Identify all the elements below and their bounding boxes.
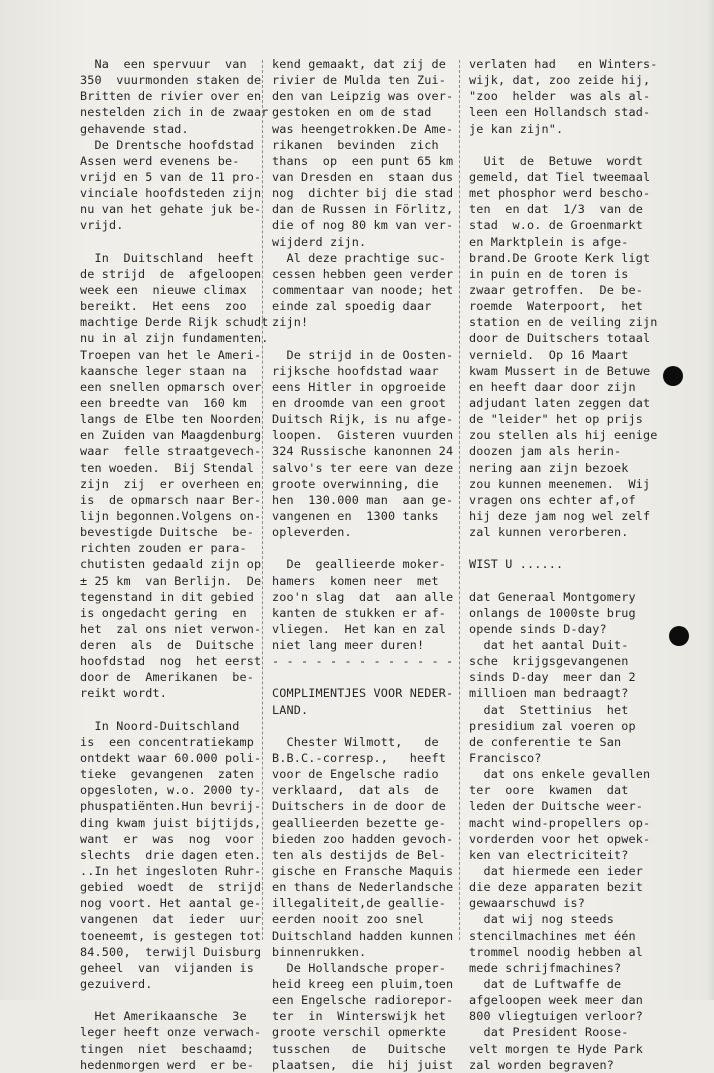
text-line: in puin en de toren is <box>469 266 629 281</box>
text-line: en Marktplein is afge- <box>469 234 629 249</box>
text-line: week een nieuwe climax <box>80 282 247 297</box>
text-line: trommel noodig hebben al <box>469 944 644 959</box>
text-line: de "leider" het op prijs <box>469 412 644 427</box>
text-line: want er was nog voor <box>80 831 255 846</box>
column-separator-dashed <box>262 60 263 940</box>
text-line: rivier de Mulda ten Zui- <box>272 73 447 88</box>
text-line: zwaar getroffen. De be- <box>469 282 644 297</box>
text-line: bieden zoo hadden gevoch- <box>272 831 454 846</box>
text-line: hedenmorgen werd er be- <box>80 1057 255 1072</box>
text-line: eerden nooit zoo snel <box>272 912 425 927</box>
text-line: brand.De Groote Kerk ligt <box>469 250 651 265</box>
text-line: vinciale hoofdsteden zijn <box>80 186 262 201</box>
text-line: machtige Derde Rijk schudt <box>80 315 269 330</box>
text-line: rijksche hoofdstad waar <box>272 363 439 378</box>
text-line: wijk, dat, zoo zeide hij, <box>469 73 651 88</box>
text-line: geallieerden bezette ge- <box>272 815 447 830</box>
text-column-middle <box>272 56 454 1073</box>
text-line: deren als de Duitsche <box>80 638 255 653</box>
text-line: - - - - - - - - - - - - - <box>272 654 454 669</box>
text-line: vernield. Op 16 Maart <box>469 347 629 362</box>
text-line: doozen jam als herin- <box>469 444 622 459</box>
text-line: 800 vliegtuigen verloor? <box>469 1009 644 1024</box>
text-line: commentaar van noode; het <box>272 282 454 297</box>
text-line: zou kunnen meenemen. Wij <box>469 476 651 491</box>
text-line: dat wij nog steeds <box>469 912 615 927</box>
text-line: hen 130.000 man aan ge- <box>272 492 454 507</box>
text-line: slechts drie dagen eten. <box>80 847 262 862</box>
text-line: nu in al zijn fundamenten. <box>80 331 269 346</box>
text-line: door de Amerikanen be- <box>80 670 255 685</box>
text-line: In Duitschland heeft <box>80 250 255 265</box>
text-line: sinds D-day meer dan 2 <box>469 670 636 685</box>
text-line: vliegen. Het kan en zal <box>272 621 447 636</box>
text-line: phuspatiënten.Hun bevrij- <box>80 799 262 814</box>
text-line: tieke gevangenen zaten <box>80 767 255 782</box>
text-line: van Dresden en staan dus <box>272 169 454 184</box>
punch-hole <box>663 366 683 386</box>
text-line: dat hiermede een ieder <box>469 864 644 879</box>
text-line: zijn! <box>272 315 309 330</box>
text-line: sche krijgsgevangenen <box>469 654 629 669</box>
text-line: WIST U ...... <box>469 557 564 572</box>
text-line: de strijd de afgeloopen <box>80 266 262 281</box>
text-line: thans op een punt 65 km <box>272 153 454 168</box>
text-line: vragen ons echter af,of <box>469 492 636 507</box>
text-line: Het Amerikaansche 3e <box>80 1009 247 1024</box>
text-column-left <box>80 56 269 1073</box>
text-line: Chester Wilmott, de <box>272 734 439 749</box>
text-line: 84.500, terwijl Duisburg <box>80 944 262 959</box>
text-line: De Hollandsche proper- <box>272 960 447 975</box>
text-line: groote overwinning, die <box>272 476 439 491</box>
text-line: vrijd. <box>80 218 124 233</box>
text-line: De strijd in de Oosten- <box>272 347 454 362</box>
text-line <box>80 234 252 250</box>
text-line: en droomde van een groot <box>272 395 447 410</box>
text-line: ..In het ingesloten Ruhr- <box>80 864 262 879</box>
text-line: met phosphor werd bescho- <box>469 186 651 201</box>
text-line: tegenstand in dit gebied <box>80 589 255 604</box>
text-line: dat het aantal Duit- <box>469 638 629 653</box>
text-line: toeneemt, is gestegen tot <box>80 928 262 943</box>
text-line: zijn zij er overheen en <box>80 476 262 491</box>
text-line: ten woeden. Bij Stendal <box>80 460 255 475</box>
text-line: hoofdstad nog het eerst <box>80 654 262 669</box>
text-line: De Drentsche hoofdstad <box>80 137 255 152</box>
text-line <box>272 669 448 685</box>
text-line: nog dichter bij die stad <box>272 186 454 201</box>
text-line: salvo's ter eere van deze <box>272 460 454 475</box>
text-line: zal worden begraven? <box>469 1057 615 1072</box>
text-line: is een concentratiekamp <box>80 734 255 749</box>
text-line: zal kunnen verorberen. <box>469 525 629 540</box>
text-line: kwam Mussert in de Betuwe <box>469 363 651 378</box>
text-line <box>272 718 448 734</box>
punch-hole <box>669 626 689 646</box>
text-line: die of nog 80 km van ver- <box>272 218 454 233</box>
text-line: binnenrukken. <box>272 944 367 959</box>
text-line: en heeft daar door zijn <box>469 379 636 394</box>
text-line: een Engelsche radiorepor- <box>272 993 454 1008</box>
text-line: gebied woedt de strijd <box>80 880 262 895</box>
text-line <box>469 137 647 153</box>
text-line: eens Hitler in opgroeide <box>272 379 447 394</box>
text-line: was heengetrokken.De Ame- <box>272 121 454 136</box>
text-line: opgesloten, w.o. 2000 ty- <box>80 783 262 798</box>
text-line: plaatsen, die hij juist <box>272 1057 454 1072</box>
text-line: bevestigde Duitsche be- <box>80 525 255 540</box>
text-line: millioen man bedraagt? <box>469 686 629 701</box>
text-line: hamers komen neer met <box>272 573 439 588</box>
text-line: rikanen bevinden zich <box>272 137 439 152</box>
text-line: zoo'n slag dat aan alle <box>272 589 454 604</box>
text-line: dan de Russen in Förlitz, <box>272 202 454 217</box>
text-line: ter oore kwamen dat <box>469 783 629 798</box>
text-line: vrijd en 5 van de 11 pro- <box>80 169 262 184</box>
text-line: gische en Fransche Maquis <box>272 864 454 879</box>
text-line <box>469 540 647 556</box>
text-line: B.B.C.-corresp., heeft <box>272 751 447 766</box>
text-line <box>80 992 252 1008</box>
text-line: den van Leipzig was over- <box>272 89 454 104</box>
text-line: gehavende stad. <box>80 121 189 136</box>
text-line: leger heeft onze verwach- <box>80 1025 262 1040</box>
text-line: station en de veiling zijn <box>469 315 658 330</box>
text-line: presidium zal voeren op <box>469 718 636 733</box>
text-line: opleverden. <box>272 525 352 540</box>
text-line: Uit de Betuwe wordt <box>469 153 644 168</box>
text-line: verlaten had en Winters- <box>469 57 658 71</box>
text-line: een breedte van 160 km <box>80 395 247 410</box>
text-line: adjudant laten zeggen dat <box>469 395 651 410</box>
text-line: langs de Elbe ten Noorden <box>80 412 262 427</box>
text-line: gezuiverd. <box>80 977 153 992</box>
text-line: mede schrijfmachines? <box>469 960 622 975</box>
text-line: ding kwam juist bijtijds, <box>80 815 262 830</box>
text-line: Francisco? <box>469 751 542 766</box>
text-line: door de Duitschers totaal <box>469 331 651 346</box>
text-line: 324 Russische kanonnen 24 <box>272 444 454 459</box>
text-line: nestelden zich in de zwaar <box>80 105 269 120</box>
text-line: Duitschers in de door de <box>272 799 447 814</box>
text-line: stad w.o. de Groenmarkt <box>469 218 644 233</box>
text-line: ten en dat 1/3 van de <box>469 202 644 217</box>
text-line: ken van electriciteit? <box>469 847 629 862</box>
text-line: waar felle straatgevech- <box>80 444 262 459</box>
text-line: dat Stettinius het <box>469 702 629 717</box>
text-line <box>272 540 448 556</box>
text-line: Britten de rivier over en <box>80 89 262 104</box>
text-line: heid kreeg een pluim,toen <box>272 977 454 992</box>
text-line <box>272 330 448 346</box>
text-line: ontdekt waar 60.000 poli- <box>80 751 262 766</box>
text-line: nu van het gehate juk be- <box>80 202 262 217</box>
text-line: je kan zijn". <box>469 121 564 136</box>
text-line: LAND. <box>272 702 309 717</box>
text-line <box>469 573 647 589</box>
text-line: gewaarschuwd is? <box>469 896 586 911</box>
text-line: 350 vuurmonden staken de <box>80 73 262 88</box>
text-line: wijderd zijn. <box>272 234 367 249</box>
text-line: dat President Roose- <box>469 1025 629 1040</box>
text-line: kanten de stukken er af- <box>272 605 447 620</box>
text-line: Al deze prachtige suc- <box>272 250 447 265</box>
text-line: dat Generaal Montgomery <box>469 589 636 604</box>
text-line: roemde Waterpoort, het <box>469 299 644 314</box>
page-edge-shadow <box>706 0 714 1000</box>
text-line: tingen niet beschaamd; <box>80 1041 255 1056</box>
text-line: loopen. Gisteren vuurden <box>272 428 454 443</box>
text-line: is ongedacht gering en <box>80 605 247 620</box>
text-line: niet lang meer duren! <box>272 638 425 653</box>
text-line: richten zouden er para- <box>80 541 247 556</box>
text-line: hij deze jam nog wel zelf <box>469 508 651 523</box>
text-line: nog voort. Het aantal ge- <box>80 896 262 911</box>
text-line: illegaliteit,de geallie- <box>272 896 447 911</box>
text-line: stencilmachines met één <box>469 928 636 943</box>
text-line: Assen werd evenens be- <box>80 153 240 168</box>
text-line: voor de Engelsche radio <box>272 767 439 782</box>
text-line: Troepen van het le Ameri- <box>80 347 262 362</box>
text-line: vangenen en 1300 tanks <box>272 508 439 523</box>
text-line: macht wind-propellers op- <box>469 815 651 830</box>
text-line: "zoo helder was als al- <box>469 89 651 104</box>
text-line: verklaard, dat als de <box>272 783 439 798</box>
text-line: het zal ons niet verwon- <box>80 621 262 636</box>
text-line: en Zuiden van Maagdenburg <box>80 428 262 443</box>
text-line: kaansche leger staan na <box>80 363 247 378</box>
text-line: dat ons enkele gevallen <box>469 767 651 782</box>
text-line: Na een spervuur van <box>80 57 247 71</box>
text-line: is de opmarsch naar Ber- <box>80 492 262 507</box>
text-line: reikt wordt. <box>80 686 168 701</box>
text-line: dat de Luftwaffe de <box>469 977 622 992</box>
text-column-right <box>469 56 658 1073</box>
text-line: onlangs de 1000ste brug <box>469 605 636 620</box>
text-line: lijn begonnen.Volgens on- <box>80 508 262 523</box>
text-line: bereikt. Het eens zoo <box>80 299 247 314</box>
text-line: Duitschland hadden kunnen <box>272 928 454 943</box>
text-line: vorderden voor het opwek- <box>469 831 651 846</box>
text-line: tusschen de Duitsche <box>272 1041 447 1056</box>
text-line: cessen hebben geen verder <box>272 266 454 281</box>
text-line: ter in Winterswijk het <box>272 1009 447 1024</box>
text-line: ± 25 km van Berlijn. De <box>80 573 262 588</box>
text-line: vangenen dat ieder uur <box>80 912 262 927</box>
text-line: leden der Duitsche weer- <box>469 799 644 814</box>
text-line: de conferentie te San <box>469 734 622 749</box>
text-line <box>80 702 252 718</box>
text-line: een snellen opmarsch over <box>80 379 262 394</box>
text-line: In Noord-Duitschland <box>80 718 240 733</box>
text-line: leen een Hollandsch stad- <box>469 105 651 120</box>
text-line: gemeld, dat Tiel tweemaal <box>469 169 651 184</box>
text-line: nering aan zijn bezoek <box>469 460 629 475</box>
column-separator-dashed <box>459 60 460 940</box>
text-line: velt morgen te Hyde Park <box>469 1041 644 1056</box>
text-line: einde zal spoedig daar <box>272 299 432 314</box>
text-line: kend gemaakt, dat zij de <box>272 57 447 71</box>
text-line: en thans de Nederlandsche <box>272 880 454 895</box>
text-line: opende sinds D-day? <box>469 621 607 636</box>
text-line: chutisten gedaald zijn op <box>80 557 262 572</box>
text-line: gestoken en om de stad <box>272 105 432 120</box>
text-line: geheel van vijanden is <box>80 960 255 975</box>
text-line: Duitsch Rijk, is nu afge- <box>272 412 454 427</box>
text-line: zou stellen als hij eenige <box>469 428 658 443</box>
text-line: ten als destijds de Bel- <box>272 847 447 862</box>
text-line: COMPLIMENTJES VOOR NEDER- <box>272 686 454 701</box>
text-line: groote verschil opmerkte <box>272 1025 447 1040</box>
text-line: die deze apparaten bezit <box>469 880 644 895</box>
text-line: afgeloopen week meer dan <box>469 993 644 1008</box>
text-line: De geallieerde moker- <box>272 557 447 572</box>
